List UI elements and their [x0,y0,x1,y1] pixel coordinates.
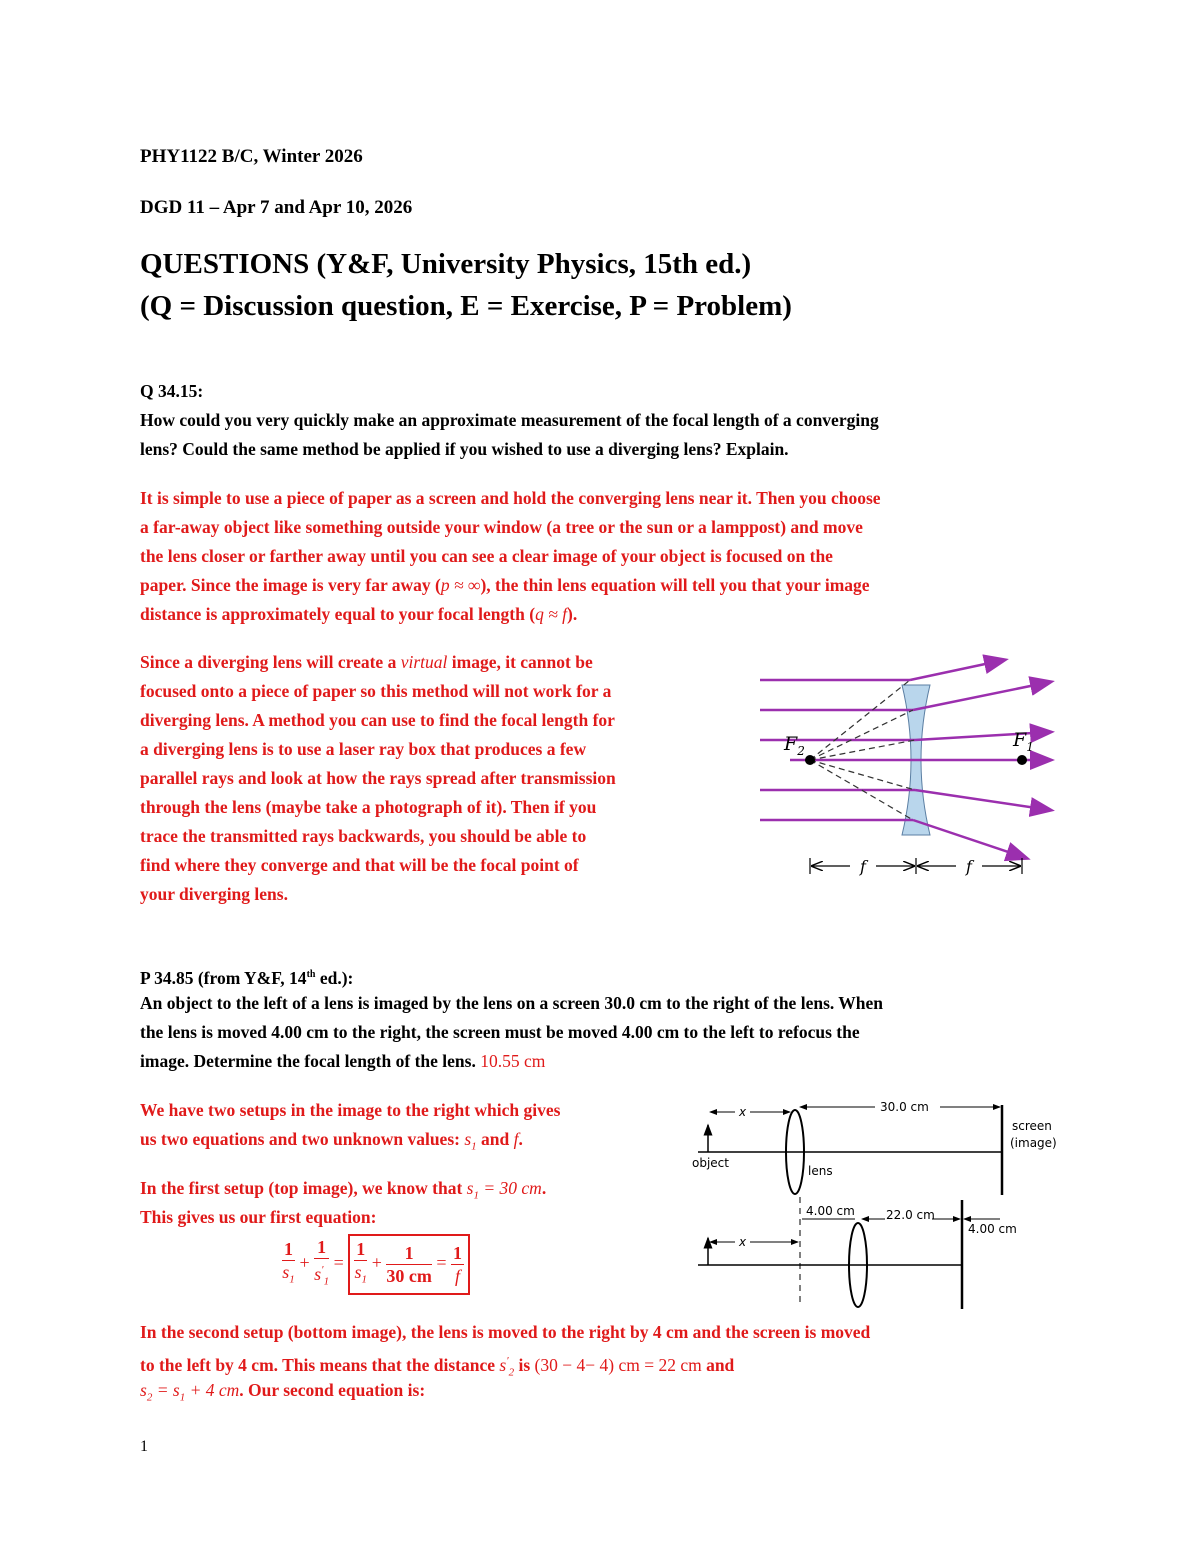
q1-answer-line: paper. Since the image is very far away (p ≈ ∞), the thin lens equation will tell you that your image [140,575,870,595]
q1-answer-line: a far-away object like something outside your window (a tree or the sun or a lamppost) and move [140,517,863,537]
first-equation: $\frac{1}{s_1}$ + $\frac{1}{s'_1}$ = $\frac{1}{s_1}$ + $\frac{1}{30 cm}$ = $\frac{1}{f}$ [282,1234,470,1295]
p1-solution-line: to the left by 4 cm. This means that the distance $s'_2$ is (30 − 4− 4) cm = 22 cm and [140,1354,735,1379]
p1-solution-line: In the first setup (top image), we know that $s_1 = 30$ cm. [140,1178,547,1202]
focal-length-dimension [810,858,1022,874]
page-title-line2: (Q = Discussion question, E = Exercise, P = Problem) [140,290,792,322]
x-label-top: x [739,1105,747,1119]
p1-solution-line: us two equations and two unknown values: $s_1$ and f. [140,1129,523,1153]
f2-label: $F_2$ [784,733,805,758]
q1-answer2-line: trace the transmitted rays backwards, you should be able to [140,826,587,846]
lens-label: lens [808,1164,833,1178]
q1-answer2-line: through the lens (maybe take a photograph of it). Then if you [140,797,597,817]
q1-answer2-line: diverging lens. A method you can use to find the focal length for [140,710,615,730]
q1-answer-line: It is simple to use a piece of paper as a screen and hold the converging lens near it. Then you choose [140,488,881,508]
boxed-equation: $\frac{1}{s_1}$ + $\frac{1}{30 cm}$ = $\frac{1}{f}$ [348,1234,470,1295]
q1-answer2-line: parallel rays and look at how the rays spread after transmission [140,768,616,788]
p1-solution-line: $s_2 = s_1 + 4$ cm. Our second equation is: [140,1380,426,1404]
q1-answer-line: the lens closer or farther away until you can see a clear image of your object is focused on the [140,546,833,566]
distance-4a-label: 4.00 cm [806,1204,855,1218]
f-left-label: f [860,857,866,876]
focal-point-f2 [805,755,815,765]
p1-problem-line: the lens is moved 4.00 cm to the right, the screen must be moved 4.00 cm to the left to refocus the [140,1022,860,1042]
dgd-title: DGD 11 – Apr 7 and Apr 10, 2026 [140,197,413,218]
f1-label: $F_1$ [1013,729,1034,754]
focal-point-f1 [1017,755,1027,765]
q1-answer2-line: focused onto a piece of paper so this method will not work for a [140,681,612,701]
p1-problem-line: image. Determine the focal length of the lens. 10.55 cm [140,1051,546,1071]
image-label: (image) [1010,1136,1057,1150]
object-label: object [692,1156,729,1170]
q1-answer2-line: a diverging lens is to use a laser ray box that produces a few [140,739,587,759]
page-title-line1: QUESTIONS (Y&F, University Physics, 15th ed.) [140,248,752,280]
q1-answer2-line: find where they converge and that will be the focal point of [140,855,579,875]
p1-problem-line: An object to the left of a lens is imaged by the lens on a screen 30.0 cm to the right of the lens. When [140,993,884,1013]
p1-label: P 34.85 (from Y&F, 14th ed.): [140,967,354,988]
q1-question-line: lens? Could the same method be applied if you wished to use a diverging lens? Explain. [140,439,789,459]
p1-solution-line: This gives us our first equation: [140,1207,377,1227]
screen-label: screen [1012,1119,1052,1133]
distance-30-label: 30.0 cm [880,1100,929,1114]
q1-question-line: How could you very quickly make an approximate measurement of the focal length of a converging [140,410,879,430]
q1-answer-line: distance is approximately equal to your focal length (q ≈ f). [140,604,578,624]
q1-answer2-line: Since a diverging lens will create a virtual image, it cannot be [140,652,593,672]
p1-solution-line: In the second setup (bottom image), the lens is moved to the right by 4 cm and the screen is moved [140,1322,871,1342]
q1-answer2-line: your diverging lens. [140,884,288,904]
f-right-label: f [966,857,972,876]
page-number: 1 [140,1438,148,1455]
p1-solution-line: We have two setups in the image to the right which gives [140,1100,561,1120]
distance-22-label: 22.0 cm [886,1208,935,1222]
distance-4b-label: 4.00 cm [968,1222,1017,1236]
x-label-bottom: x [739,1235,747,1249]
diverging-lens-diagram [750,650,1060,885]
virtual-ray-traces [810,680,915,820]
two-setup-diagram [690,1095,1070,1315]
p1-answer-value: 10.55 cm [480,1051,546,1071]
q1-label: Q 34.15: [140,381,204,401]
course-title: PHY1122 B/C, Winter 2026 [140,146,363,167]
